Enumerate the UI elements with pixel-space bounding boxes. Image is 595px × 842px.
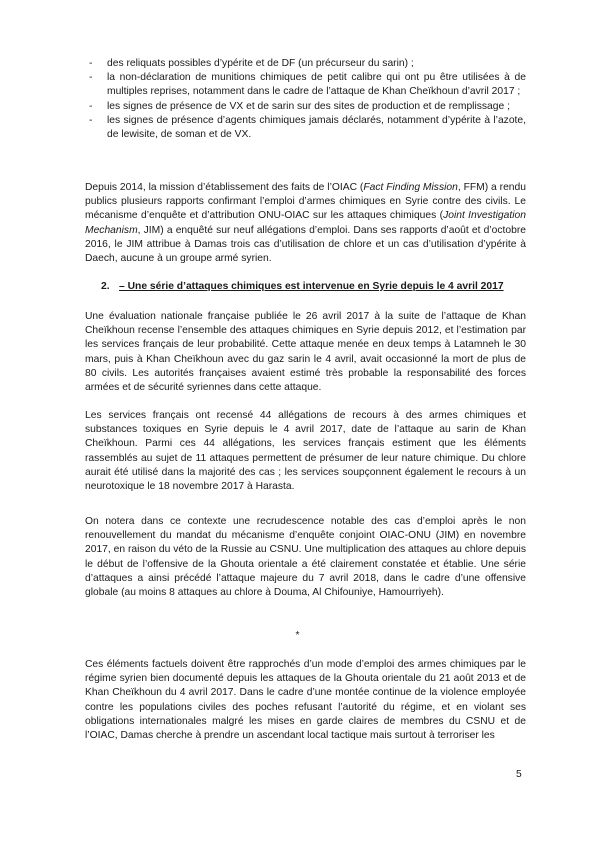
list-item [85, 100, 526, 114]
jim-term: Joint Investigation Mechanism [85, 210, 526, 236]
paragraph-oiac-reports [85, 181, 526, 266]
section-title: – Une série d’attaques chimiques est intervenue en Syrie depuis le 4 avril 2017 [119, 281, 504, 292]
bullet-text: la non-déclaration de munitions chimiques de petit calibre qui ont pu être utilisées à de multiples reprises, notamment dans le cadre de l’attaque de Khan Cheïkhoun d’avril 2017 ; [107, 72, 526, 98]
bullet-text: les signes de présence de VX et de sarin sur des sites de production et de remplissage ; [107, 100, 510, 112]
paragraph-text: , JIM) a enquêté sur neuf allégations d’emploi. Dans ses rapports d’août et d’octobre 2016, le JIM attribue à Damas trois cas d’utilisation de chlore et un cas d’utilisation d’ypérite à Daech, aucune à un groupe armé syrien. [85, 224, 526, 265]
section-heading [101, 281, 504, 292]
page-number: 5 [516, 769, 522, 780]
paragraph-allegations: Les services français ont recensé 44 allégations de recours à des armes chimiques et substances toxiques en Syrie depuis le 4 avril 2017, date de l’attaque au sarin de Khan Cheïkhoun. Parmi ces 44 allégations, les services français estiment que les éléments rassemblés au sujet de 11 attaques permettent de présumer de leur nature chimique. Du chlore aurait été utilisé dans la majorité des cas ; les services soupçonnent également le recours à un neurotoxique le 18 novembre 2017 à Harasta. [85, 410, 526, 493]
paragraph-conclusion: Ces éléments factuels doivent être rapprochés d’un mode d’emploi des armes chimiques par le régime syrien bien documenté depuis les attaques de la Ghouta orientale du 21 août 2013 et de Khan Cheïkhoun du 4 avril 2017. Dans le cadre d’une montée continue de la violence employée contre les populations civiles des poches refusant l’autorité du régime, et en violant ses obligations internationales malgré les mises en garde claires de membres du CSNU et de l’OIAC, Damas cherche à prendre un ascendant local tactique mais surtout à terroriser les [85, 659, 526, 742]
bullet-text: les signes de présence d’agents chimiques jamais déclarés, notamment d’ypérite à l’azote, de lewisite, de soman et de VX. [107, 114, 526, 141]
paragraph-national-evaluation: Une évaluation nationale française publiée le 26 avril 2017 à la suite de l’attaque de Khan Cheïkhoun recense l’ensemble des attaques chimiques en Syrie depuis 2012, et l’estimation par les services français de leur probabilité. Cette attaque menée en deux temps à Latamneh le 30 mars, puis à Khan Cheïkhoun avec du gaz sarin le 4 avril, avait occasionné la mort de plus de 80 civils. Les autorités françaises avaient estimé très probable la responsabilité des forces armées et de sécurité syriennes dans cette attaque. [85, 311, 526, 394]
paragraph-context: On notera dans ce contexte une recrudescence notable des cas d’emploi après le non renouvellement du mandat du mécanisme d’enquête conjoint OIAC-ONU (JIM) en novembre 2017, en raison du véto de la Russie au CSNU. Une multiplication des attaques au chlore depuis le début de l’offensive de la Ghouta orientale a été clairement constatée et établie. Une série d’attaques a ainsi précédé l’attaque majeure du 7 avril 2018, dans le cadre d’une offensive globale (au moins 8 attaques au chlore à Douma, Al Chifouniye, Hamourriyeh). [85, 516, 526, 599]
bullet-dash: - [89, 58, 93, 69]
list-item [85, 57, 526, 71]
paragraph-text: , FFM) a rendu publics plusieurs rapports confirmant l’emploi d’armes chimiques en Syrie contre des civils. Le mécanisme d’enquête et d’attribution ONU-OIAC sur les attaques chimiques ( [85, 182, 526, 222]
list-item [85, 71, 526, 99]
paragraph-text: Depuis 2014, la mission d’établissement des faits de l’OIAC ( [85, 182, 364, 193]
section-separator: * [295, 630, 300, 641]
bullet-list [85, 57, 526, 142]
bullet-dash: - [89, 114, 93, 126]
bullet-dash: - [89, 72, 93, 84]
list-item [85, 114, 526, 142]
bullet-dash: - [89, 100, 93, 112]
bullet-text: des reliquats possibles d’ypérite et de DF (un précurseur du sarin) ; [107, 58, 414, 69]
section-number: 2. [101, 281, 110, 292]
ffm-term: Fact Finding Mission [363, 182, 458, 193]
